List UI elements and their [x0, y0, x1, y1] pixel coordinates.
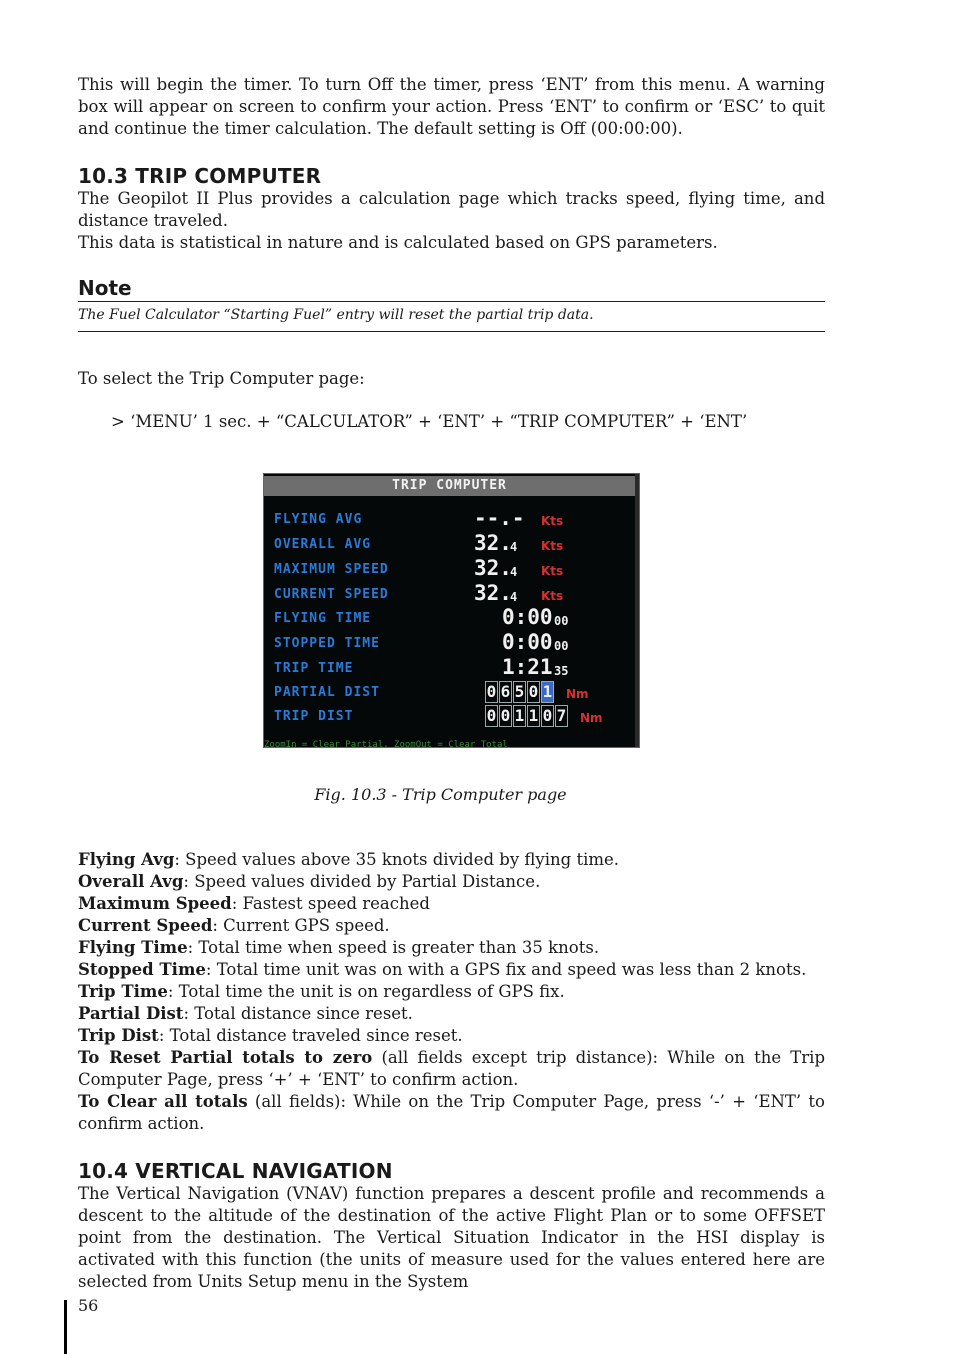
- row-value: 32.: [474, 556, 512, 580]
- note-title: Note: [78, 276, 825, 302]
- definition-item: [78, 849, 825, 871]
- row-label: PARTIAL DIST: [274, 685, 380, 700]
- definition-item: [78, 1003, 825, 1025]
- row-label: OVERALL AVG: [274, 537, 372, 552]
- partial-dist-digits: [485, 681, 555, 703]
- note-text: The Fuel Calculator “Starting Fuel” entry will reset the partial trip data.: [78, 302, 825, 332]
- definition-text: (all fields except trip distance): While on the Trip Computer Page, press ‘+’ + ‘ENT’ to confirm action.: [78, 1048, 826, 1089]
- footer-margin-bar: [64, 1300, 67, 1354]
- row-label: CURRENT SPEED: [274, 587, 389, 602]
- row-label: STOPPED TIME: [274, 636, 380, 651]
- row-value: 1:21: [502, 655, 553, 679]
- digit: 1: [528, 706, 539, 725]
- row-stopped-time: [274, 632, 629, 656]
- row-label: FLYING AVG: [274, 512, 363, 527]
- page-number: 56: [78, 1296, 99, 1315]
- definition-item: [78, 937, 825, 959]
- intro-paragraph: This will begin the timer. To turn Off the timer, press ‘ENT’ from this menu. A warning box will appear on screen to confirm your action. Press ‘ENT’ to confirm or ‘ESC’ to quit and continue the timer calculation. The default setting is Off (00:00:00).: [78, 75, 825, 138]
- row-decimal: 4: [510, 540, 518, 554]
- row-unit: Kts: [541, 589, 564, 603]
- row-label: FLYING TIME: [274, 611, 372, 626]
- definition-term: Trip Dist: [78, 1026, 159, 1045]
- trip-paragraph-2: This data is statistical in nature and is calculated based on GPS parameters.: [78, 233, 718, 252]
- digit: 0: [486, 706, 497, 725]
- definition-term: Flying Avg: [78, 850, 175, 869]
- row-decimal: 4: [510, 565, 518, 579]
- row-unit: Kts: [541, 564, 564, 578]
- device-screen: [263, 473, 640, 748]
- row-unit: Kts: [541, 539, 564, 553]
- definition-term: Flying Time: [78, 938, 188, 957]
- row-trip-time: [274, 657, 629, 681]
- row-maximum-speed: [274, 558, 629, 582]
- definition-item: [78, 1091, 825, 1135]
- menu-path: > ‘MENU’ 1 sec. + “CALCULATOR” + ‘ENT’ + “TRIP COMPUTER” + ‘ENT’: [111, 412, 748, 431]
- row-label: TRIP TIME: [274, 661, 354, 676]
- row-label: MAXIMUM SPEED: [274, 562, 389, 577]
- row-unit: Nm: [580, 711, 603, 725]
- definition-item: [78, 1025, 825, 1047]
- row-decimal: 4: [510, 590, 518, 604]
- manual-page: [78, 74, 825, 1293]
- row-unit: Nm: [566, 687, 589, 701]
- definition-term: Stopped Time: [78, 960, 206, 979]
- trip-computer-screenshot: [263, 473, 640, 748]
- row-flying-avg: [274, 508, 629, 532]
- definitions-list: [78, 849, 825, 1135]
- definition-item: [78, 915, 825, 937]
- row-flying-time: [274, 607, 629, 631]
- digit-selected: 1: [542, 682, 553, 701]
- definition-term: Partial Dist: [78, 1004, 184, 1023]
- row-value: 0:00: [502, 630, 553, 654]
- definition-term: Current Speed: [78, 916, 213, 935]
- definition-term: Maximum Speed: [78, 894, 232, 913]
- definition-term: Overall Avg: [78, 872, 184, 891]
- digit: 7: [556, 706, 567, 725]
- row-overall-avg: [274, 533, 629, 557]
- row-value: 32.: [474, 531, 512, 555]
- definition-item: [78, 981, 825, 1003]
- definition-term: To Clear all totals: [78, 1092, 248, 1111]
- row-seconds: 35: [554, 664, 569, 678]
- row-partial-dist: [274, 681, 629, 705]
- digit: 0: [500, 706, 511, 725]
- row-seconds: 00: [554, 639, 569, 653]
- definition-text: : Current GPS speed.: [212, 916, 390, 935]
- row-unit: Kts: [541, 514, 564, 528]
- figure-caption: Fig. 10.3 - Trip Computer page: [314, 785, 567, 804]
- digit: 1: [514, 706, 525, 725]
- definition-text: : Speed values divided by Partial Distance.: [183, 872, 541, 891]
- definition-text: : Total distance traveled since reset.: [158, 1026, 463, 1045]
- row-value: 0:00: [502, 605, 553, 629]
- section-heading-trip-computer: 10.3 TRIP COMPUTER: [78, 164, 322, 188]
- definition-term: Trip Time: [78, 982, 168, 1001]
- definition-text: : Total time unit was on with a GPS fix and speed was less than 2 knots.: [205, 960, 807, 979]
- definition-item: [78, 959, 825, 981]
- digit: 6: [500, 682, 511, 701]
- row-current-speed: [274, 583, 629, 607]
- row-seconds: 00: [554, 614, 569, 628]
- definition-text: : Speed values above 35 knots divided by flying time.: [174, 850, 620, 869]
- definition-text: : Total time the unit is on regardless of GPS fix.: [167, 982, 565, 1001]
- row-value: --.-: [474, 506, 525, 530]
- screen-edge: [635, 474, 639, 748]
- definition-text: : Total time when speed is greater than 35 knots.: [187, 938, 600, 957]
- section-heading-vertical-navigation: 10.4 VERTICAL NAVIGATION: [78, 1159, 393, 1183]
- digit: 5: [514, 682, 525, 701]
- definition-item: [78, 893, 825, 915]
- digit: 0: [528, 682, 539, 701]
- row-label: TRIP DIST: [274, 709, 354, 724]
- definition-term: To Reset Partial totals to zero: [78, 1048, 373, 1067]
- row-trip-dist: [274, 705, 629, 729]
- trip-paragraph-1: The Geopilot II Plus provides a calculation page which tracks speed, flying time, and distance traveled.: [78, 189, 825, 230]
- definition-text: : Fastest speed reached: [231, 894, 430, 913]
- screen-title: TRIP COMPUTER: [264, 476, 635, 496]
- definition-item: [78, 1047, 825, 1091]
- trip-dist-digits: [485, 705, 569, 727]
- row-value: 32.: [474, 581, 512, 605]
- vnav-paragraph: The Vertical Navigation (VNAV) function prepares a descent profile and recommends a descent to the altitude of the destination of the active Flight Plan or to some OFFSET point from the destination. The Vertical Situation Indicator in the HSI display is activated with this function (the units of measure used for the values entered here are selected from Units Setup menu in the System: [78, 1184, 825, 1291]
- select-intro: To select the Trip Computer page:: [78, 369, 365, 388]
- digit: 0: [542, 706, 553, 725]
- definition-item: [78, 871, 825, 893]
- digit: 0: [486, 682, 497, 701]
- definition-text: : Total distance since reset.: [183, 1004, 413, 1023]
- screen-footer-hint: ZoomIn = Clear Partial, ZoomOut = Clear Total: [264, 740, 508, 748]
- definition-text: (all fields): While on the Trip Computer Page, press ‘-’ + ‘ENT’ to confirm action.: [78, 1092, 825, 1133]
